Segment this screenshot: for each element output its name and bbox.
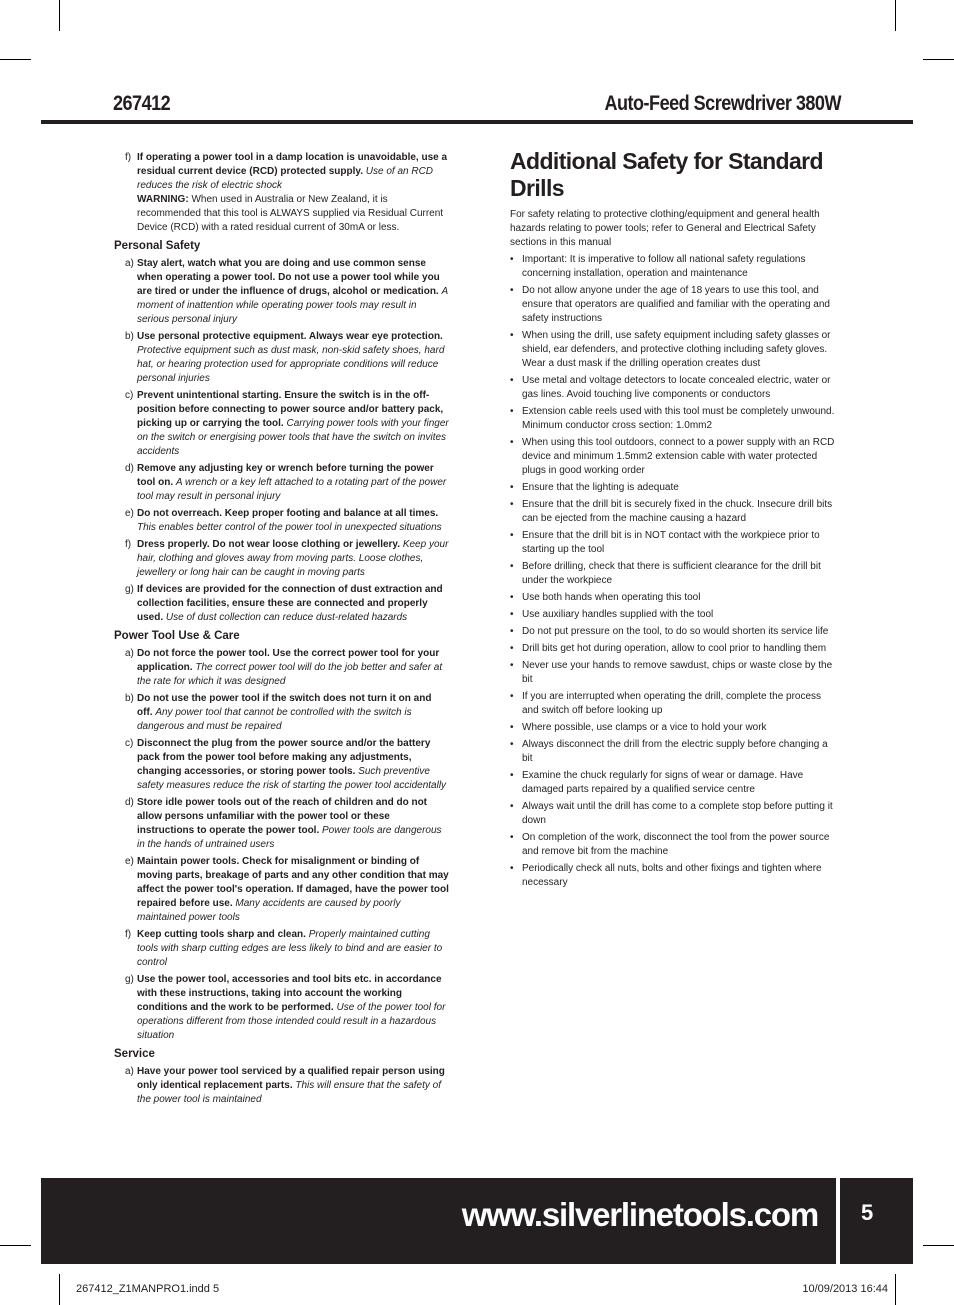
bullet-item: [510, 769, 840, 797]
subsection-heading: Personal Safety: [114, 240, 201, 252]
bullet-icon: •: [510, 437, 514, 448]
item-bold: If devices are provided for the connection of dust extraction and collection facilities, ensure these are connected and properly used.: [137, 584, 443, 623]
item-italic: Such preventive safety measures reduce the risk of starting the power tool accidentally: [137, 766, 447, 791]
bullet-icon: •: [510, 592, 514, 603]
crop-mark: [0, 1245, 31, 1246]
list-item: [114, 389, 449, 459]
bullet-text: Do not put pressure on the tool, to do so would shorten its service life: [522, 626, 829, 637]
bullet-icon: •: [510, 375, 514, 386]
footer-bar: [41, 1178, 913, 1264]
bullet-item: [510, 642, 840, 656]
list-item: [114, 507, 449, 535]
bullet-item: [510, 253, 840, 281]
item-bold: Use personal protective equipment. Always wear eye protection.: [137, 331, 443, 342]
item-marker: a): [125, 1066, 134, 1077]
product-title: Auto-Feed Screwdriver 380W: [604, 92, 841, 115]
bullet-item: [510, 498, 840, 526]
bullet-icon: •: [510, 832, 514, 843]
bullet-item: [510, 436, 840, 478]
bullet-item: [510, 608, 840, 622]
bullet-icon: •: [510, 801, 514, 812]
item-bold: Do not use the power tool if the switch does not turn it on and off.: [137, 693, 432, 718]
safety-sections: [114, 238, 449, 1107]
item-marker: d): [125, 797, 134, 808]
bullet-text: Use auxiliary handles supplied with the tool: [522, 609, 714, 620]
bullet-icon: •: [510, 482, 514, 493]
bullet-icon: •: [510, 285, 514, 296]
bullet-text: Important: It is imperative to follow all national safety regulations concerning installation, operation and maintenance: [522, 254, 806, 279]
item-italic: Any power tool that cannot be controlled with the switch is dangerous and must be repaired: [137, 707, 412, 732]
item-italic: Many accidents are caused by poorly maintained power tools: [137, 898, 401, 923]
item-bold: Use the power tool, accessories and tool bits etc. in accordance with these instructions, taking into account the working conditions and the work to be performed.: [137, 974, 442, 1013]
item-italic: This enables better control of the power tool in unexpected situations: [137, 522, 442, 533]
item-italic: Power tools are dangerous in the hands of untrained users: [137, 825, 442, 850]
bullet-text: Never use your hands to remove sawdust, chips or waste close by the bit: [522, 660, 833, 685]
bullet-icon: •: [510, 739, 514, 750]
item-marker: f): [125, 929, 132, 940]
crop-mark: [59, 1274, 60, 1305]
warning-label: WARNING:: [137, 194, 189, 205]
item-marker: f): [125, 152, 132, 163]
item-marker: b): [125, 693, 134, 704]
item-marker: c): [125, 390, 134, 401]
bullet-text: When using the drill, use safety equipment including safety glasses or shield, ear defenders, and protective clothing including safety gloves. Wear a dust mask if the drilling operation creates dust: [522, 330, 831, 369]
bullet-icon: •: [510, 609, 514, 620]
bullet-text: Before drilling, check that there is sufficient clearance for the drill bit under the workpiece: [522, 561, 821, 586]
bullet-item: [510, 284, 840, 326]
bullet-text: Drill bits get hot during operation, allow to cool prior to handling them: [522, 643, 827, 654]
bullet-text: Ensure that the drill bit is securely fixed in the chuck. Insecure drill bits can be ejected from the machine causing a hazard: [522, 499, 833, 524]
item-bold: Keep cutting tools sharp and clean.: [137, 929, 306, 940]
right-column: [510, 148, 840, 893]
item-italic: A wrench or a key left attached to a rotating part of the power tool may result in personal injury: [137, 477, 447, 502]
footer-divider: [836, 1178, 840, 1264]
item-bold: Disconnect the plug from the power source and/or the battery pack from the power tool before making any adjustments, changing accessories, or storing power tools.: [137, 738, 431, 777]
bullet-text: On completion of the work, disconnect the tool from the power source and remove bit from the machine: [522, 832, 830, 857]
item-marker: e): [125, 508, 134, 519]
item-marker: f): [125, 539, 132, 550]
item-bold: Have your power tool serviced by a qualified repair person using only identical replacement parts.: [137, 1066, 445, 1091]
bullet-item: [510, 831, 840, 859]
subsection-heading: Power Tool Use & Care: [114, 630, 240, 642]
list-item: [114, 462, 449, 504]
list-item: [114, 928, 449, 970]
header-rule: [41, 120, 913, 124]
item-italic: Keep your hair, clothing and gloves away from moving parts. Loose clothes, jewellery or long hair can be caught in moving parts: [137, 539, 449, 578]
item-italic: This will ensure that the safety of the power tool is maintained: [137, 1080, 442, 1105]
item-bold: Stay alert, watch what you are doing and use common sense when operating a power tool. Do not use a power tool while you are tired or under the influence of drugs, alcohol or medication.: [137, 258, 440, 297]
website-url[interactable]: www.silverlinetools.com: [461, 1196, 818, 1233]
item-italic: Use of dust collection can reduce dust-related hazards: [165, 612, 408, 623]
bullet-item: [510, 405, 840, 433]
item-bold: If operating a power tool in a damp location is unavoidable, use a residual current device (RCD) protected supply.: [137, 152, 448, 177]
warning-text: When used in Australia or New Zealand, it is recommended that this tool is ALWAYS supplied via Residual Current Device (RCD) with a rated residual current of 30mA or less.: [137, 194, 444, 233]
bullet-item: [510, 529, 840, 557]
bullet-item: [510, 738, 840, 766]
bullet-text: If you are interrupted when operating the drill, complete the process and switch off before looking up: [522, 691, 822, 716]
item-bold: Dress properly. Do not wear loose clothing or jewellery.: [137, 539, 401, 550]
bullet-text: Use metal and voltage detectors to locate concealed electric, water or gas lines. Avoid touching live components or conductors: [522, 375, 831, 400]
crop-mark: [0, 59, 31, 60]
item-italic: Use of an RCD reduces the risk of electric shock: [137, 166, 434, 191]
bullet-item: [510, 374, 840, 402]
list-item: [114, 692, 449, 734]
page-header: [113, 88, 841, 116]
bullet-item: [510, 625, 840, 639]
bullet-text: Do not allow anyone under the age of 18 years to use this tool, and ensure that operators are qualified and familiar with the operating and safety instructions: [522, 285, 830, 324]
bullet-icon: •: [510, 254, 514, 265]
page-number: 5: [861, 1200, 874, 1225]
bullet-text: Periodically check all nuts, bolts and other fixings and tighten where necessary: [522, 863, 822, 888]
bullet-icon: •: [510, 330, 514, 341]
item-marker: g): [125, 974, 134, 985]
crop-mark: [59, 0, 60, 31]
item-bold: Maintain power tools. Check for misalignment or binding of moving parts, breakage of parts and any other condition that may affect the power tool's operation. If damaged, have the power tool repaired before use.: [137, 856, 449, 909]
list-item: [114, 583, 449, 625]
list-item: [114, 257, 449, 327]
bullet-item: [510, 862, 840, 890]
bullet-icon: •: [510, 722, 514, 733]
item-marker: d): [125, 463, 134, 474]
list-item: [114, 647, 449, 689]
bullet-item: [510, 591, 840, 605]
item-bold: Do not force the power tool. Use the correct power tool for your application.: [137, 648, 440, 673]
bullet-text: Ensure that the drill bit is in NOT contact with the workpiece prior to starting up the tool: [522, 530, 820, 555]
item-marker: b): [125, 331, 134, 342]
bullet-item: [510, 721, 840, 735]
bullet-item: [510, 659, 840, 687]
bullet-item: [510, 690, 840, 718]
item-bold: Prevent unintentional starting. Ensure the switch is in the off-position before connecting to power source and/or battery pack, picking up or carrying the tool.: [137, 390, 444, 429]
bullet-list: [510, 253, 840, 890]
item-italic: The correct power tool will do the job better and safer at the rate for which it was designed: [137, 662, 443, 687]
item-marker: e): [125, 856, 134, 867]
item-marker: c): [125, 738, 134, 749]
item-italic: Carrying power tools with your finger on the switch or energising power tools that have the switch on invites accidents: [137, 418, 449, 457]
bullet-icon: •: [510, 863, 514, 874]
bullet-text: Always disconnect the drill from the electric supply before changing a bit: [522, 739, 828, 764]
bullet-text: Ensure that the lighting is adequate: [522, 482, 679, 493]
list-item: [114, 1065, 449, 1107]
bullet-text: Always wait until the drill has come to a complete stop before putting it down: [522, 801, 833, 826]
slug-date: 10/09/2013 16:44: [802, 1283, 888, 1295]
bullet-text: When using this tool outdoors, connect to a power supply with an RCD device and minimum 1.5mm2 extension cable with water protected plugs in good working order: [522, 437, 835, 476]
intro-text: For safety relating to protective clothing/equipment and general health hazards relating to power tools; refer to General and Electrical Safety sections in this manual: [510, 209, 820, 248]
list-item: [114, 796, 449, 852]
item-italic: A moment of inattention while operating power tools may result in serious personal injury: [137, 286, 448, 325]
item-italic: Use of the power tool for operations different from those intended could result in a hazardous situation: [137, 1002, 446, 1041]
item-italic: Protective equipment such as dust mask, non-skid safety shoes, hard hat, or hearing protection used for appropriate conditions will reduce personal injuries: [137, 345, 445, 384]
bullet-text: Extension cable reels used with this tool must be completely unwound. Minimum conductor cross section: 1.0mm2: [522, 406, 835, 431]
list-item: [114, 330, 449, 386]
slug-filename: 267412_Z1MANPRO1.indd 5: [76, 1283, 220, 1295]
bullet-icon: •: [510, 561, 514, 572]
item-bold: Store idle power tools out of the reach of children and do not allow persons unfamiliar with the power tool or these instructions to operate the power tool.: [137, 797, 428, 836]
bullet-icon: •: [510, 530, 514, 541]
warning-note: [137, 193, 449, 235]
bullet-item: [510, 800, 840, 828]
bullet-icon: •: [510, 626, 514, 637]
bullet-icon: •: [510, 643, 514, 654]
crop-mark: [895, 1274, 896, 1305]
bullet-icon: •: [510, 770, 514, 781]
bullet-item: [510, 329, 840, 371]
crop-mark: [923, 59, 954, 60]
bullet-text: Where possible, use clamps or a vice to hold your work: [522, 722, 767, 733]
item-italic: Properly maintained cutting tools with sharp cutting edges are less likely to bind and are easier to control: [137, 929, 443, 968]
subsection-heading: Service: [114, 1048, 155, 1060]
item-marker: a): [125, 648, 134, 659]
item-bold: Do not overreach. Keep proper footing and balance at all times.: [137, 508, 439, 519]
left-column: [114, 151, 449, 1110]
crop-mark: [923, 1245, 954, 1246]
product-code: 267412: [113, 92, 171, 115]
bullet-item: [510, 481, 840, 495]
list-item: [114, 538, 449, 580]
list-item: [114, 151, 449, 235]
bullet-icon: •: [510, 406, 514, 417]
bullet-icon: •: [510, 691, 514, 702]
bullet-item: [510, 560, 840, 588]
item-bold: Remove any adjusting key or wrench before turning the power tool on.: [137, 463, 434, 488]
list-item: [114, 973, 449, 1043]
list-item: [114, 855, 449, 925]
item-marker: g): [125, 584, 134, 595]
bullet-text: Use both hands when operating this tool: [522, 592, 701, 603]
bullet-icon: •: [510, 660, 514, 671]
list-item: [114, 737, 449, 793]
crop-mark: [895, 0, 896, 31]
bullet-text: Examine the chuck regularly for signs of wear or damage. Have damaged parts repaired by a qualified service centre: [522, 770, 804, 795]
bullet-icon: •: [510, 499, 514, 510]
section-heading: Additional Safety for Standard Drills: [510, 148, 823, 201]
item-marker: a): [125, 258, 134, 269]
